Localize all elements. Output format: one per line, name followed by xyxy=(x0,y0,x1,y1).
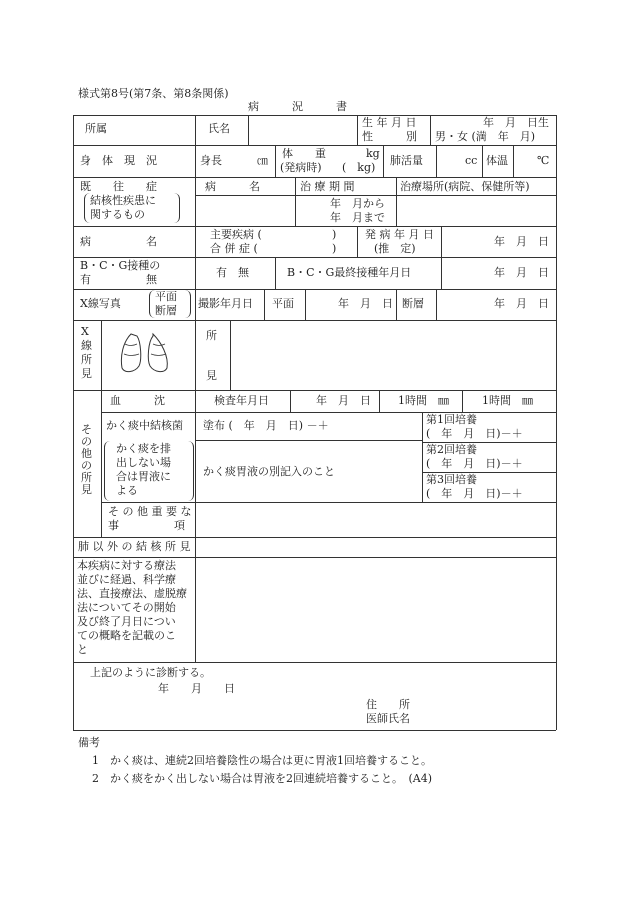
note-2: 2 かく痰をかく出しない場合は胃液を2回連続培養すること。 (A4) xyxy=(92,772,433,785)
bcg-last-date-value: 年 月 日 xyxy=(494,266,549,279)
history-label: 既 往 症 xyxy=(80,180,157,193)
tomo-label: 断層 xyxy=(402,297,424,310)
address-label: 住 所 xyxy=(366,698,410,711)
gender-value: 男・女 (満 年 月) xyxy=(435,130,536,143)
treatment-to: 年 月まで xyxy=(330,211,385,224)
lung-capacity-label: 肺活量 xyxy=(390,154,423,167)
disease-name-header: 病 名 xyxy=(205,180,260,193)
weight-label: 体 重 xyxy=(282,147,326,160)
sputum-note-1: かく痰を排 xyxy=(116,442,171,455)
plane-date-value: 年 月 日 xyxy=(338,297,393,310)
notes-heading: 備考 xyxy=(78,736,100,749)
name-label: 氏名 xyxy=(208,122,230,135)
culture-1-value: ( 年 月 日)－＋ xyxy=(426,427,523,440)
sputum-note-3: 合は胃液に xyxy=(116,470,171,483)
complication-label: 合 併 症 ( xyxy=(210,242,258,255)
bcg-last-date-label: B・C・G最終接種年月日 xyxy=(287,266,412,279)
disease-label: 病 名 xyxy=(80,235,157,248)
important-label-1: そ の 他 重 要 な xyxy=(108,505,192,518)
bcg-label-2: 有 無 xyxy=(80,273,157,286)
exam-date-value: 年 月 日 xyxy=(316,394,371,407)
onset-estimate-note: (推 定) xyxy=(374,242,416,255)
bcg-yes-no: 有 無 xyxy=(216,266,249,279)
diagnosis-date: 年 月 日 xyxy=(158,682,235,695)
xray-photo-label: X線写真 xyxy=(80,297,121,310)
complication-close: ) xyxy=(332,242,337,255)
height-label: 身長 xyxy=(200,154,222,167)
culture-2-label: 第2回培養 xyxy=(426,443,477,456)
form-number: 様式第8号(第7条、第8条関係) xyxy=(78,87,229,100)
sputum-note-4: よる xyxy=(116,484,138,497)
page-title: 病 況 書 xyxy=(248,100,347,113)
one-hour-value-1: 1時間 ㎜ xyxy=(398,394,449,407)
main-disease-close: ) xyxy=(332,228,337,241)
gender-label: 性 別 xyxy=(362,130,417,143)
related-label-2: 関するもの xyxy=(90,208,145,221)
blood-sedimentation-label: 血 沈 xyxy=(110,394,165,407)
exam-date-label: 検査年月日 xyxy=(214,394,269,407)
findings-top-label: 所 xyxy=(206,329,217,342)
non-lung-findings-label: 肺 以 外 の 結 核 所 見 xyxy=(78,540,191,553)
weight-unit: kg xyxy=(366,147,380,160)
temperature-label: 体温 xyxy=(486,154,508,167)
sputum-bacteria-label: かく痰中結核菌 xyxy=(106,419,183,432)
weight-unit-onset: ( kg) xyxy=(342,161,376,174)
xray-tomo-option: 断層 xyxy=(155,304,177,317)
culture-1-label: 第1回培養 xyxy=(426,413,477,426)
diagnosis-statement: 上記のように診断する。 xyxy=(90,666,211,679)
temperature-unit: ℃ xyxy=(537,154,550,167)
related-label-1: 結核性疾患に xyxy=(90,194,156,207)
birth-date-value: 年 月 日生 xyxy=(483,116,549,129)
culture-3-label: 第3回培養 xyxy=(426,473,477,486)
height-unit: ㎝ xyxy=(257,154,268,167)
weight-note: (発病時) xyxy=(280,161,322,174)
lung-capacity-unit: cc xyxy=(465,154,478,167)
smear-value: 塗布 ( 年 月 日) －＋ xyxy=(203,419,329,432)
tomo-date-value: 年 月 日 xyxy=(494,297,549,310)
one-hour-value-2: 1時間 ㎜ xyxy=(482,394,533,407)
treatment-place-header: 治療場所(病院、保健所等) xyxy=(400,180,530,193)
onset-date-label: 発 病 年 月 日 xyxy=(365,228,434,241)
plane-label: 平面 xyxy=(272,297,294,310)
xray-plane-option: 平面 xyxy=(155,290,177,303)
lung-diagram-icon xyxy=(117,330,175,376)
shot-date-label: 撮影年月日 xyxy=(198,297,253,310)
findings-bottom-label: 見 xyxy=(206,369,217,382)
treatment-from: 年 月から xyxy=(330,197,385,210)
sputum-note-2: 出しない場 xyxy=(116,456,171,469)
culture-3-value: ( 年 月 日)－＋ xyxy=(426,487,523,500)
treatment-period-header: 治 療 期 間 xyxy=(300,180,355,193)
physical-condition-label: 身 体 現 況 xyxy=(80,154,157,167)
note-1: 1 かく痰は、連続2回培養陰性の場合は更に胃液1回培養すること。 xyxy=(92,754,432,767)
gastric-note: かく痰胃液の別記入のこと xyxy=(203,465,335,478)
onset-date-value: 年 月 日 xyxy=(494,235,549,248)
birth-date-label: 生 年 月 日 xyxy=(362,116,417,129)
affiliation-label: 所属 xyxy=(85,122,107,135)
important-label-2: 事 項 xyxy=(108,519,185,532)
culture-2-value: ( 年 月 日)－＋ xyxy=(426,457,523,470)
doctor-name-label: 医師氏名 xyxy=(366,712,410,725)
main-disease-label: 主要疾病 ( xyxy=(210,228,262,241)
bcg-label-1: B・C・G接種の xyxy=(80,259,161,272)
